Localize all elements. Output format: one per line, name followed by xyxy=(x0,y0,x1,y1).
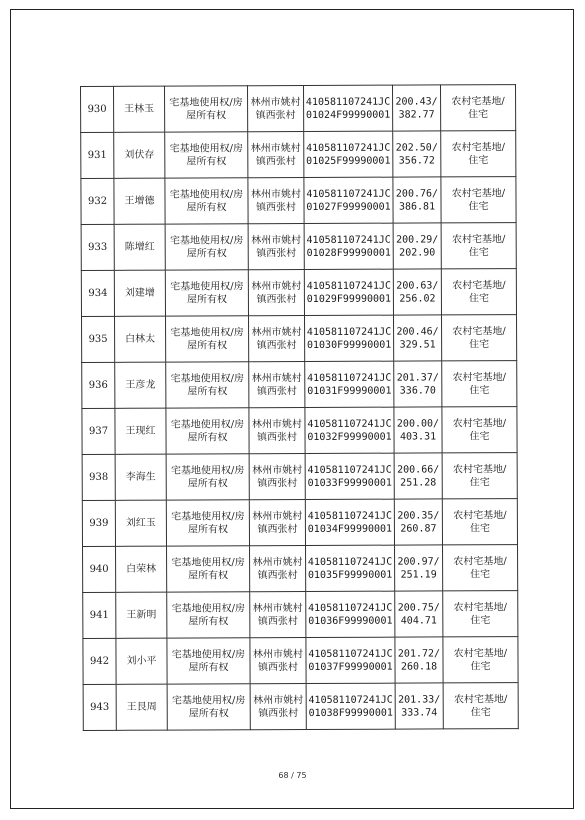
table-row xyxy=(81,85,516,133)
area-values xyxy=(394,361,442,407)
table-row xyxy=(83,637,518,685)
land-use-line: 住宅 xyxy=(470,706,491,718)
land-use xyxy=(443,637,518,683)
location: 林州市姚村镇西张村 xyxy=(249,500,305,546)
land-use xyxy=(442,407,517,453)
table-row xyxy=(82,361,517,409)
record-number: 940 xyxy=(83,546,116,592)
right-type: 宅基地使用权/房屋所有权 xyxy=(165,178,248,224)
table-row xyxy=(81,269,516,317)
table-row xyxy=(82,499,517,547)
right-type: 宅基地使用权/房屋所有权 xyxy=(165,86,248,132)
land-use-line: 农村宅基地/ xyxy=(453,647,508,659)
area-values xyxy=(394,499,442,545)
area-line: 356.72 xyxy=(398,154,435,167)
owner-name: 王林玉 xyxy=(114,86,165,132)
area-line: 329.51 xyxy=(399,338,436,351)
right-type: 宅基地使用权/房屋所有权 xyxy=(166,316,249,362)
area-line: 333.74 xyxy=(401,706,438,719)
owner-name: 王增德 xyxy=(114,178,165,224)
land-use-line: 农村宅基地/ xyxy=(451,95,505,107)
area-values xyxy=(395,637,443,683)
area-line: 336.70 xyxy=(399,384,436,397)
land-use-line: 农村宅基地/ xyxy=(451,141,505,153)
land-use-line: 农村宅基地/ xyxy=(452,417,507,429)
parcel-code-line: 410581107241JC xyxy=(307,372,392,384)
area-line: 200.29/ xyxy=(396,233,439,246)
parcel-code xyxy=(305,499,394,545)
table-row xyxy=(83,591,518,639)
right-type: 宅基地使用权/房屋所有权 xyxy=(167,638,250,684)
parcel-code-line: 01031F99990001 xyxy=(307,385,392,397)
land-use xyxy=(442,315,517,361)
location: 林州市姚村镇西张村 xyxy=(250,684,306,730)
parcel-code xyxy=(306,683,395,729)
table-row xyxy=(82,315,517,363)
parcel-code-line: 410581107241JC xyxy=(307,418,392,430)
parcel-code-line: 01024F99990001 xyxy=(305,109,391,121)
right-type: 宅基地使用权/房屋所有权 xyxy=(167,546,250,592)
area-line: 382.77 xyxy=(398,108,435,121)
land-use-line: 住宅 xyxy=(469,476,490,488)
record-number: 939 xyxy=(82,500,115,546)
area-line: 201.37/ xyxy=(396,371,439,384)
record-number: 942 xyxy=(83,638,116,684)
land-use-line: 住宅 xyxy=(469,430,490,442)
area-line: 200.76/ xyxy=(395,187,439,200)
land-use xyxy=(440,85,515,131)
right-type: 宅基地使用权/房屋所有权 xyxy=(167,592,250,638)
area-line: 202.90 xyxy=(399,246,436,259)
record-number: 930 xyxy=(81,86,114,132)
parcel-code xyxy=(305,315,394,361)
record-number: 934 xyxy=(81,270,114,316)
area-line: 200.66/ xyxy=(397,463,440,476)
parcel-code xyxy=(305,407,394,453)
area-line: 201.72/ xyxy=(397,647,441,660)
table-row xyxy=(82,453,517,501)
land-use xyxy=(443,591,518,637)
owner-name: 陈增红 xyxy=(114,224,165,270)
page-number: 68 / 75 xyxy=(278,771,307,780)
parcel-code xyxy=(304,177,393,223)
area-line: 202.50/ xyxy=(395,141,438,154)
land-use-line: 住宅 xyxy=(470,660,491,672)
parcel-code-line: 410581107241JC xyxy=(306,326,392,338)
land-use-line: 住宅 xyxy=(468,292,489,304)
record-number: 937 xyxy=(82,408,115,454)
area-line: 200.97/ xyxy=(397,555,440,568)
registration-table xyxy=(80,84,519,731)
area-values xyxy=(394,453,442,499)
area-line: 200.46/ xyxy=(396,325,439,338)
parcel-code xyxy=(304,85,393,131)
location: 林州市姚村镇西张村 xyxy=(248,132,304,178)
land-use xyxy=(442,361,517,407)
right-type: 宅基地使用权/房屋所有权 xyxy=(166,362,249,408)
parcel-code xyxy=(304,131,393,177)
area-line: 256.02 xyxy=(399,292,436,305)
record-number: 938 xyxy=(82,454,115,500)
record-number: 943 xyxy=(83,684,116,730)
parcel-code-line: 01038F99990001 xyxy=(308,707,393,719)
owner-name: 刘伏存 xyxy=(114,132,165,178)
area-values xyxy=(393,269,441,315)
location: 林州市姚村镇西张村 xyxy=(250,638,306,684)
land-use xyxy=(442,499,517,545)
parcel-code-line: 01025F99990001 xyxy=(306,155,391,167)
right-type: 宅基地使用权/房屋所有权 xyxy=(166,408,249,454)
area-line: 386.81 xyxy=(398,200,436,213)
parcel-code xyxy=(306,637,395,683)
parcel-code-line: 01037F99990001 xyxy=(308,661,393,673)
table-row xyxy=(83,683,518,731)
location: 林州市姚村镇西张村 xyxy=(250,546,306,592)
land-use xyxy=(443,545,518,591)
area-line: 260.18 xyxy=(400,660,438,673)
table-row xyxy=(81,223,516,271)
parcel-code-line: 410581107241JC xyxy=(307,510,393,522)
location: 林州市姚村镇西张村 xyxy=(249,362,305,408)
parcel-code-line: 410581107241JC xyxy=(307,556,393,568)
parcel-code-line: 410581107241JC xyxy=(306,280,392,292)
area-values xyxy=(394,315,442,361)
record-number: 941 xyxy=(83,592,116,638)
land-use-line: 农村宅基地/ xyxy=(452,463,507,475)
area-line: 201.33/ xyxy=(398,693,441,706)
area-line: 200.43/ xyxy=(395,95,438,108)
parcel-code xyxy=(306,591,395,637)
owner-name: 白林太 xyxy=(115,316,166,362)
land-use-line: 农村宅基地/ xyxy=(453,555,507,567)
table-row xyxy=(82,407,517,455)
location: 林州市姚村镇西张村 xyxy=(248,224,304,270)
land-use-line: 住宅 xyxy=(468,108,489,120)
parcel-code-line: 410581107241JC xyxy=(308,694,393,706)
parcel-code-line: 410581107241JC xyxy=(307,464,392,476)
area-values xyxy=(394,407,442,453)
land-use-line: 住宅 xyxy=(468,154,489,166)
land-use-line: 农村宅基地/ xyxy=(451,187,506,199)
location: 林州市姚村镇西张村 xyxy=(250,592,306,638)
land-use-line: 农村宅基地/ xyxy=(453,601,507,613)
land-use-line: 农村宅基地/ xyxy=(453,509,507,521)
area-line: 260.87 xyxy=(400,522,437,535)
area-values xyxy=(392,85,440,131)
owner-name: 刘红玉 xyxy=(115,500,166,546)
parcel-code xyxy=(304,223,393,269)
area-values xyxy=(393,177,441,223)
scanned-document xyxy=(80,84,519,731)
record-number: 931 xyxy=(81,132,114,178)
owner-name: 王新明 xyxy=(116,592,167,638)
parcel-code-line: 410581107241JC xyxy=(308,648,393,660)
land-use xyxy=(442,453,517,499)
parcel-code-line: 410581107241JC xyxy=(306,142,391,154)
parcel-code-line: 410581107241JC xyxy=(306,188,391,200)
parcel-code-line: 01035F99990001 xyxy=(307,569,393,581)
land-use xyxy=(441,131,516,177)
owner-name: 王彦龙 xyxy=(115,362,166,408)
table-row xyxy=(83,545,518,593)
area-values xyxy=(395,683,443,729)
land-use-line: 住宅 xyxy=(470,614,491,626)
area-line: 200.00/ xyxy=(396,417,440,430)
parcel-code-line: 01027F99990001 xyxy=(306,201,391,213)
land-use-line: 农村宅基地/ xyxy=(452,279,506,291)
owner-name: 刘建增 xyxy=(114,270,165,316)
land-use-line: 农村宅基地/ xyxy=(452,371,506,383)
owner-name: 王现红 xyxy=(115,408,166,454)
parcel-code-line: 01036F99990001 xyxy=(308,615,393,627)
right-type: 宅基地使用权/房屋所有权 xyxy=(165,132,248,178)
right-type: 宅基地使用权/房屋所有权 xyxy=(165,224,248,270)
area-line: 403.31 xyxy=(399,430,437,443)
parcel-code-line: 410581107241JC xyxy=(306,234,391,246)
area-values xyxy=(395,591,443,637)
record-number: 936 xyxy=(82,362,115,408)
land-use-line: 住宅 xyxy=(468,246,489,258)
record-number: 932 xyxy=(81,178,114,224)
table-row xyxy=(81,131,516,179)
parcel-code xyxy=(304,269,393,315)
parcel-code-line: 01030F99990001 xyxy=(306,339,392,351)
parcel-code-line: 01029F99990001 xyxy=(306,293,392,305)
owner-name: 王艮周 xyxy=(116,684,167,730)
right-type: 宅基地使用权/房屋所有权 xyxy=(166,454,249,500)
location: 林州市姚村镇西张村 xyxy=(248,178,304,224)
area-values xyxy=(395,545,443,591)
land-use-line: 住宅 xyxy=(469,522,490,534)
parcel-code xyxy=(306,545,395,591)
land-use xyxy=(441,269,516,315)
parcel-code xyxy=(305,453,394,499)
area-values xyxy=(393,131,441,177)
right-type: 宅基地使用权/房屋所有权 xyxy=(167,684,250,730)
land-use xyxy=(441,223,516,269)
right-type: 宅基地使用权/房屋所有权 xyxy=(165,270,248,316)
parcel-code xyxy=(305,361,394,407)
land-use-line: 农村宅基地/ xyxy=(451,233,506,245)
land-use-line: 住宅 xyxy=(469,384,490,396)
owner-name: 李海生 xyxy=(115,454,166,500)
land-use-line: 住宅 xyxy=(468,200,489,212)
record-number: 933 xyxy=(81,224,114,270)
right-type: 宅基地使用权/房屋所有权 xyxy=(166,500,249,546)
parcel-code-line: 01028F99990001 xyxy=(306,247,391,259)
area-line: 251.28 xyxy=(400,476,437,489)
location: 林州市姚村镇西张村 xyxy=(248,270,304,316)
land-use-line: 住宅 xyxy=(469,338,490,350)
owner-name: 刘小平 xyxy=(116,638,167,684)
location: 林州市姚村镇西张村 xyxy=(249,408,305,454)
registration-table-body xyxy=(81,85,519,731)
land-use xyxy=(443,683,518,729)
parcel-code-line: 410581107241JC xyxy=(305,96,391,108)
parcel-code-line: 01033F99990001 xyxy=(307,477,392,489)
land-use-line: 农村宅基地/ xyxy=(452,325,506,337)
location: 林州市姚村镇西张村 xyxy=(249,316,305,362)
parcel-code-line: 01032F99990001 xyxy=(307,431,392,443)
area-line: 251.19 xyxy=(400,568,437,581)
area-line: 200.75/ xyxy=(397,601,440,614)
area-line: 200.63/ xyxy=(396,279,439,292)
parcel-code-line: 410581107241JC xyxy=(308,602,393,614)
record-number: 935 xyxy=(82,316,115,362)
area-line: 200.35/ xyxy=(397,509,440,522)
location: 林州市姚村镇西张村 xyxy=(249,454,305,500)
land-use-line: 住宅 xyxy=(470,568,491,580)
owner-name: 白荣林 xyxy=(116,546,167,592)
parcel-code-line: 01034F99990001 xyxy=(307,523,393,535)
area-line: 404.71 xyxy=(400,614,437,627)
land-use-line: 农村宅基地/ xyxy=(453,693,508,705)
table-row xyxy=(81,177,516,225)
area-values xyxy=(393,223,441,269)
location: 林州市姚村镇西张村 xyxy=(248,86,304,132)
land-use xyxy=(441,177,516,223)
